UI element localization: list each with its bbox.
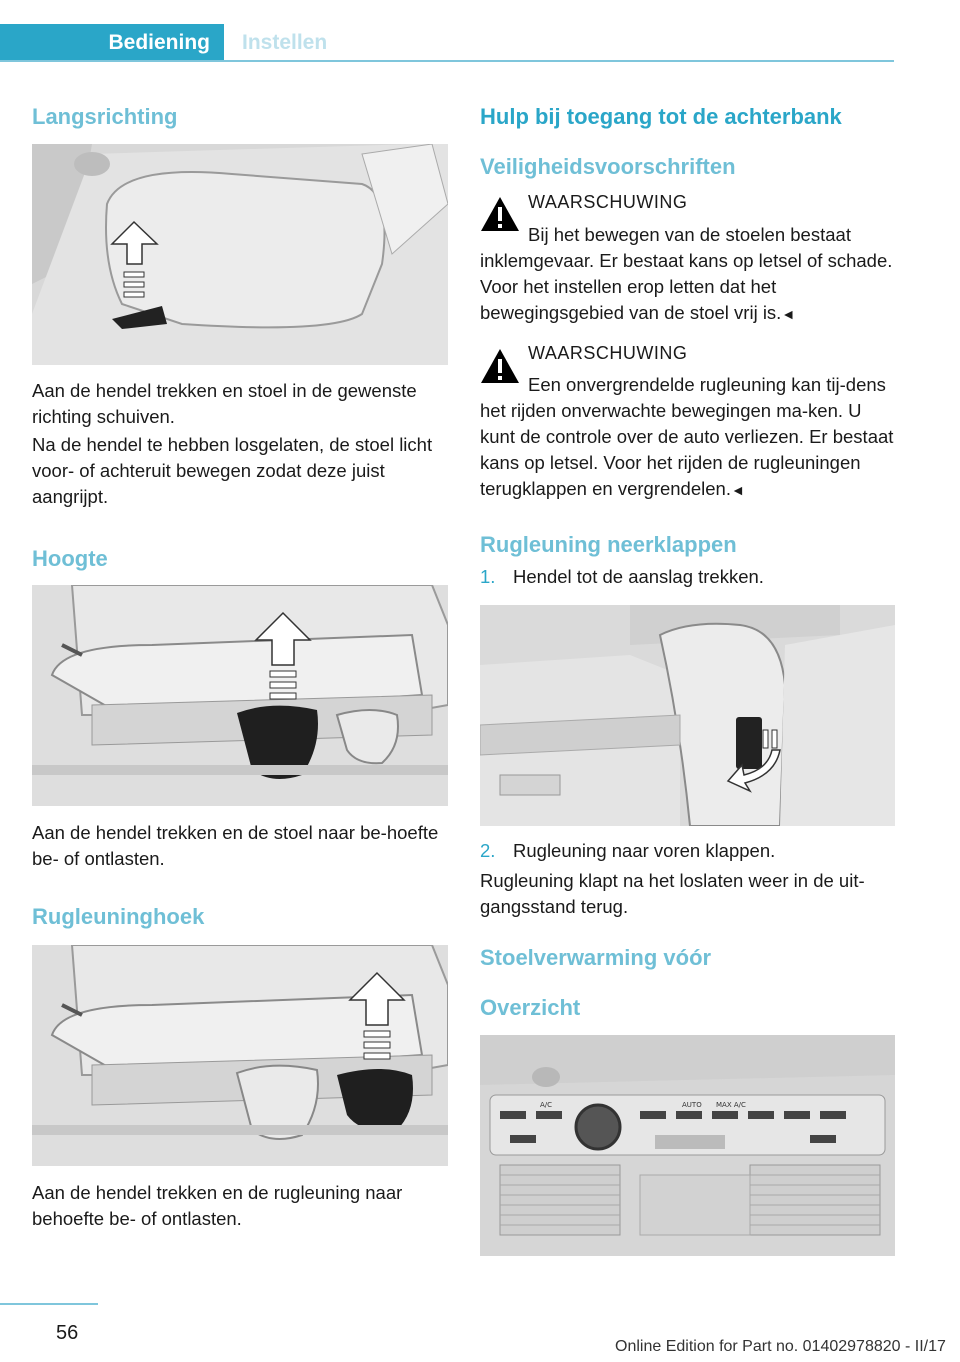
tab-bediening[interactable]: Bediening [0,24,224,61]
heading-rugleuning-neerklappen: Rugleuning neerklappen [480,532,737,557]
footer-rule [0,1303,98,1305]
tab-instellen[interactable]: Instellen [242,30,328,54]
step-number-1: 1. [480,566,496,587]
heading-hoogte: Hoogte [32,546,108,571]
step-text-2: Rugleuning naar voren klappen. [513,840,776,861]
end-mark: ◄ [730,482,745,498]
page-number: 56 [56,1322,79,1344]
figure-backrest-lever [480,605,895,826]
neerklappen-paragraph-1: Rugleuning klapt na het loslaten weer in de uit-gangsstand terug. [480,870,865,917]
figure-climate-panel [480,1035,895,1256]
page-header [0,0,894,62]
figure-seat-height [32,585,448,806]
heading-rugleuninghoek: Rugleuninghoek [32,904,205,929]
langsrichting-paragraph-2: Na de hendel te hebben losgelaten, de stoel licht voor- of achteruit bewegen zodat deze juist aangrijpt. [32,434,433,507]
figure-seat-backrest-angle [32,945,448,1166]
step-number-2: 2. [480,840,496,861]
edition-note: Online Edition for Part no. 01402978820 - II/17 [615,1338,946,1355]
warning-text-1: Bij het bewegen van de stoelen bestaat inklemgevaar. Er bestaat kans op letsel of schade. Voor het instellen erop letten dat het bewegingsgebied van de stoel vrij is.◄ [480,224,893,323]
end-mark: ◄ [781,306,796,322]
warning-label-2: WAARSCHUWING [528,343,688,363]
heading-veiligheidsvoorschriften: Veiligheidsvoorschriften [480,154,736,179]
warning-label-1: WAARSCHUWING [528,192,688,212]
heading-hulp-achterbank: Hulp bij toegang tot de achterbank [480,104,842,129]
header-rule [0,60,894,62]
figure-seat-longitudinal [32,144,448,365]
heading-stoelverwarming: Stoelverwarming vóór [480,945,712,970]
hoogte-paragraph-1: Aan de hendel trekken en de stoel naar be-hoefte be- of ontlasten. [32,822,439,869]
step-text-1: Hendel tot de aanslag trekken. [513,566,764,587]
climate-panel-ac-label: A/C [540,1101,553,1109]
rugleuninghoek-paragraph-1: Aan de hendel trekken en de rugleuning naar behoefte be- of ontlasten. [32,1182,403,1229]
heading-overzicht: Overzicht [480,995,581,1020]
heading-langsrichting: Langsrichting [32,104,178,129]
warning-text-2: Een onvergrendelde rugleuning kan tij-dens het rijden onverwachte bewegingen ma-ken. U kunt de controle over de auto verliezen. Er bestaat kans op letsel. Voor het rijden de rugleuningen terugklappen en vergrendelen.◄ [480,374,894,499]
climate-panel-max-label: MAX A/C [716,1101,746,1109]
climate-panel-auto-label: AUTO [682,1101,702,1109]
langsrichting-paragraph-1: Aan de hendel trekken en stoel in de gewenste richting schuiven. [32,380,417,427]
